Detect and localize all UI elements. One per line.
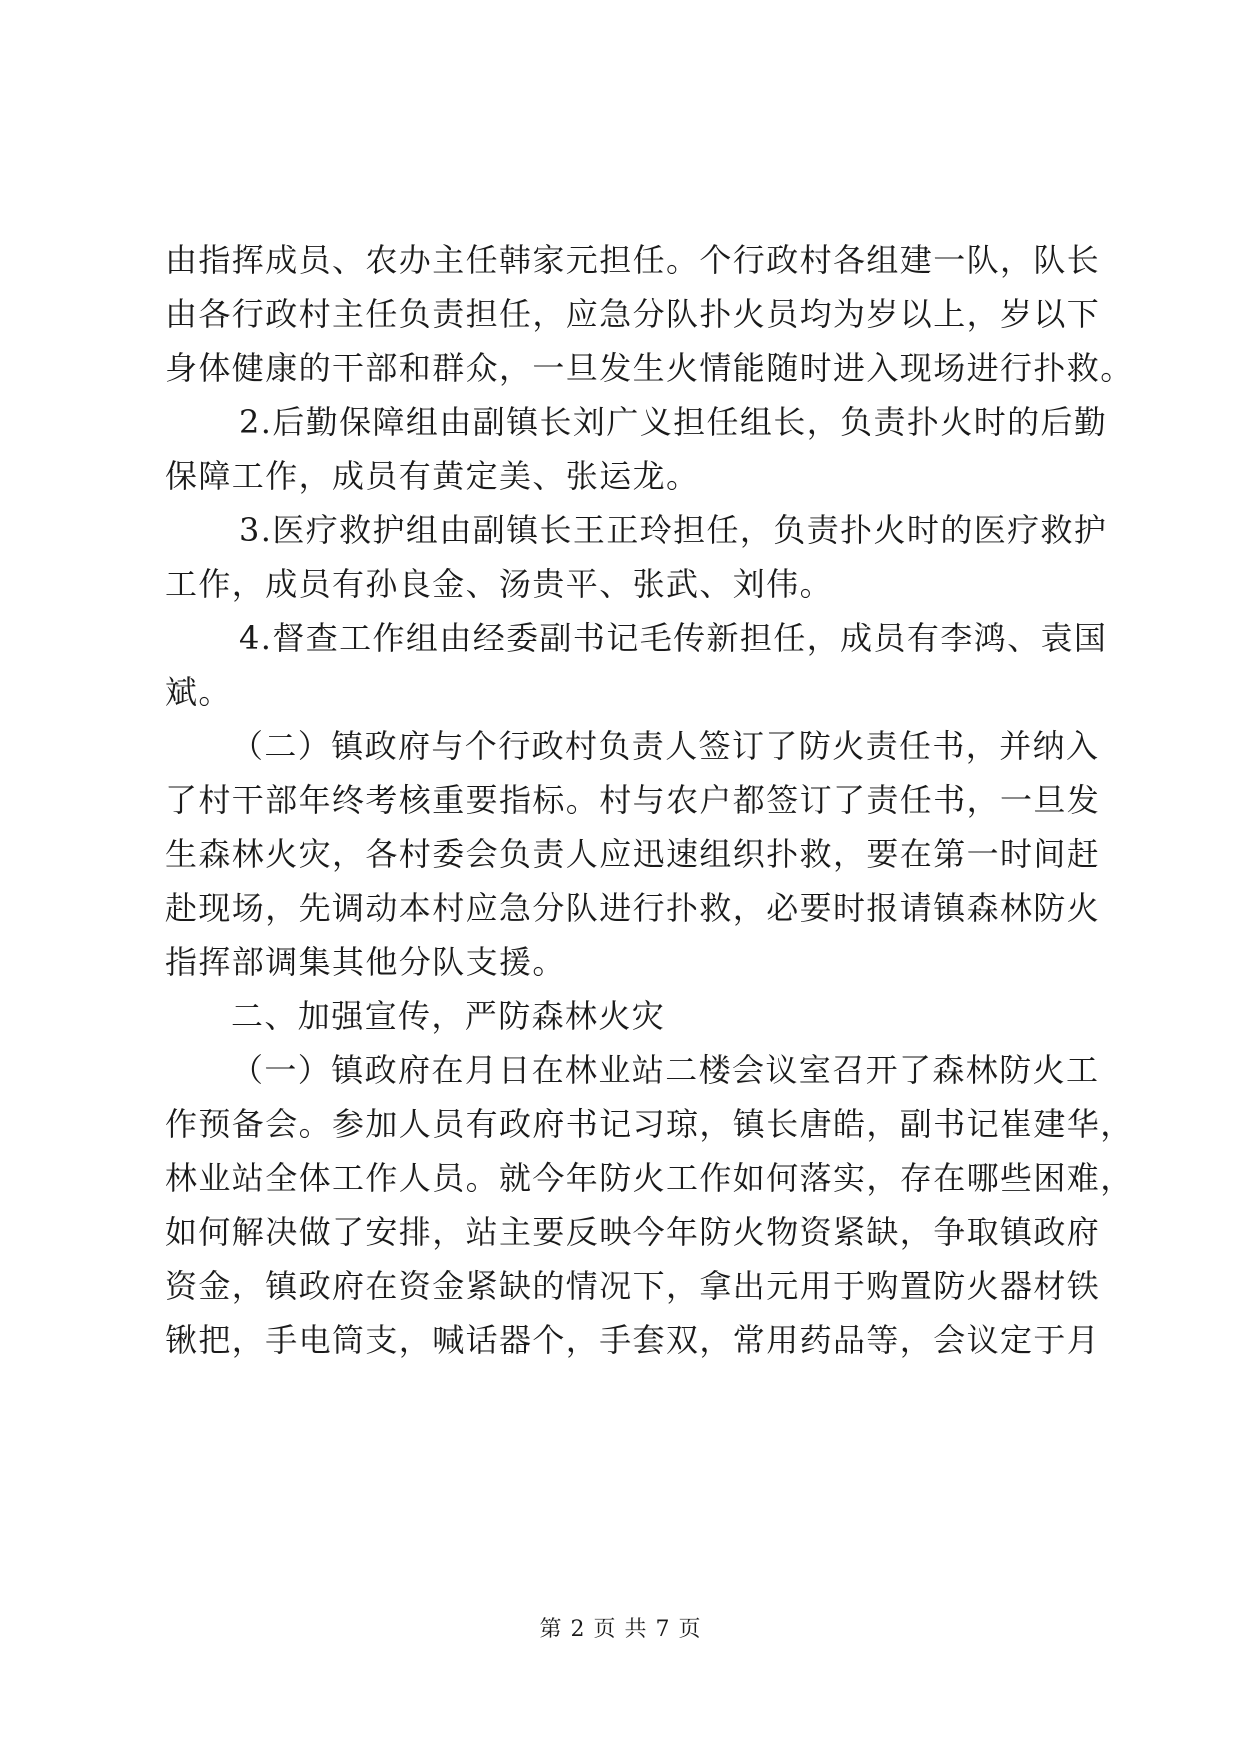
text-line: 身体健康的干部和群众，一旦发生火情能随时进入现场进行扑救。	[165, 349, 1134, 387]
text-line: 生森林火灾，各村委会负责人应迅速组织扑救，要在第一时间赶	[165, 835, 1101, 873]
section-heading: 二、加强宣传，严防森林火灾	[231, 997, 666, 1035]
text-line: 由各行政村主任负责担任，应急分队扑火员均为岁以上，岁以下	[165, 295, 1101, 333]
paragraph-start-line: （一）镇政府在月日在林业站二楼会议室召开了森林防火工	[231, 1051, 1100, 1089]
document-body	[165, 233, 1134, 1367]
text-line: 如何解决做了安排，站主要反映今年防火物资紧缺，争取镇政府	[165, 1213, 1101, 1251]
paragraph-start-line: （二）镇政府与个行政村负责人签订了防火责任书，并纳入	[231, 727, 1100, 765]
text-line: 资金，镇政府在资金紧缺的情况下，拿出元用于购置防火器材铁	[165, 1267, 1101, 1305]
paragraph-start-line: 4.督查工作组由经委副书记毛传新担任，成员有李鸿、袁国	[239, 619, 1108, 657]
text-line: 赴现场，先调动本村应急分队进行扑救，必要时报请镇森林防火	[165, 889, 1101, 927]
text-line: 锹把，手电筒支，喊话器个，手套双，常用药品等，会议定于月	[165, 1321, 1101, 1359]
paragraph-start-line: 2.后勤保障组由副镇长刘广义担任组长，负责扑火时的后勤	[239, 403, 1108, 441]
text-line: 作预备会。参加人员有政府书记习琼，镇长唐皓，副书记崔建华，	[165, 1105, 1134, 1143]
text-line: 林业站全体工作人员。就今年防火工作如何落实，存在哪些困难，	[165, 1159, 1134, 1197]
text-line: 了村干部年终考核重要指标。村与农户都签订了责任书，一旦发	[165, 781, 1101, 819]
text-line: 工作，成员有孙良金、汤贵平、张武、刘伟。	[165, 565, 834, 603]
paragraph-start-line: 3.医疗救护组由副镇长王正玲担任，负责扑火时的医疗救护	[239, 511, 1108, 549]
text-line: 保障工作，成员有黄定美、张运龙。	[165, 457, 700, 495]
text-line: 指挥部调集其他分队支援。	[165, 943, 566, 981]
page-number-footer: 第 2 页 共 7 页	[539, 1617, 702, 1642]
text-line: 由指挥成员、农办主任韩家元担任。个行政村各组建一队，队长	[165, 241, 1101, 279]
text-line: 斌。	[165, 673, 232, 711]
